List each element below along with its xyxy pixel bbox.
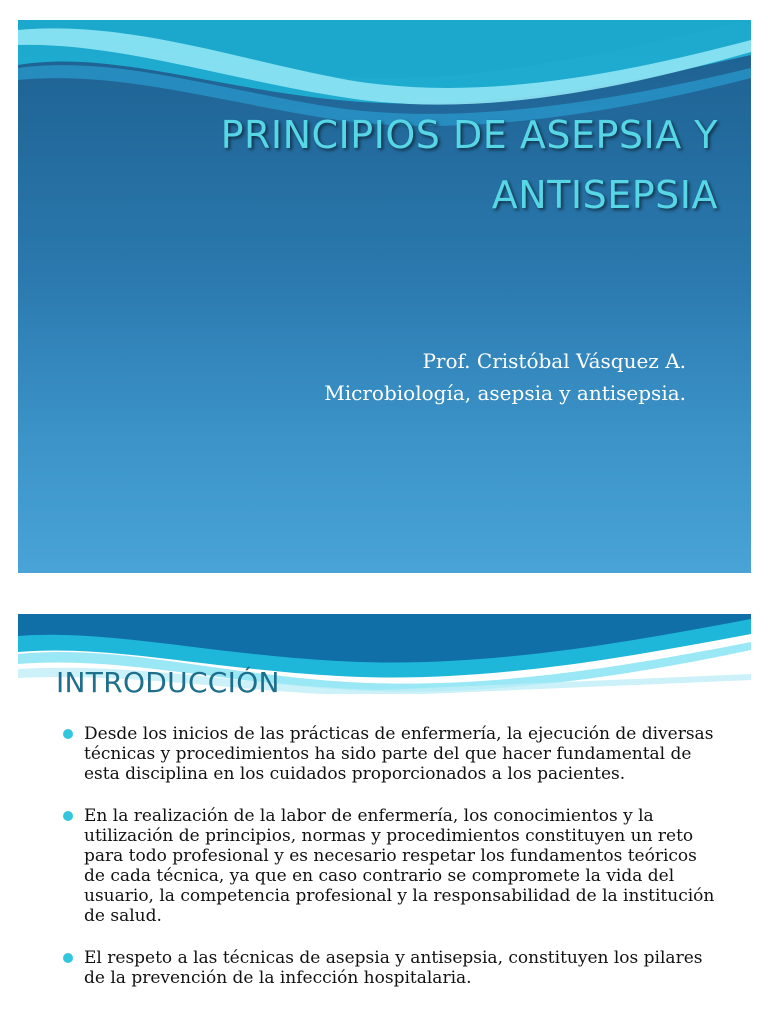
introduction-slide xyxy=(18,614,751,1024)
course-line: Microbiología, asepsia y antisepsia. xyxy=(324,381,686,405)
section-heading: INTRODUCCIÓN xyxy=(56,666,280,699)
author-line: Prof. Cristóbal Vásquez A. xyxy=(422,349,686,373)
slide-title-line: ANTISEPSIA xyxy=(491,173,718,217)
bullet-dot-icon xyxy=(63,953,73,963)
list-item xyxy=(18,806,751,926)
list-item xyxy=(18,948,751,988)
slide-title-line: PRINCIPIOS DE ASEPSIA Y xyxy=(220,113,718,157)
bullet-text: El respeto a las técnicas de asepsia y antisepsia, constituyen los pilares de la prevención de la infección hospitalaria. xyxy=(84,948,703,988)
bullet-dot-icon xyxy=(63,811,73,821)
title-slide xyxy=(18,20,751,573)
list-item xyxy=(18,724,751,784)
bullet-dot-icon xyxy=(63,729,73,739)
slide-subtitle xyxy=(324,345,686,409)
bullet-list xyxy=(18,724,751,1010)
slide-title xyxy=(158,105,718,225)
bullet-text: En la realización de la labor de enfermería, los conocimientos y la utilización de principios, normas y procedimientos constituyen un reto para todo profesional y es necesario respetar los fundamentos teóricos de cada técnica, ya que en caso contrario se compromete la vida del usuario, la competencia profesional y la responsabilidad de la institución de salud. xyxy=(84,806,715,926)
bullet-text: Desde los inicios de las prácticas de enfermería, la ejecución de diversas técnicas y procedimientos ha sido parte del que hacer fundamental de esta disciplina en los cuidados proporcionados a los pacientes. xyxy=(84,724,714,784)
